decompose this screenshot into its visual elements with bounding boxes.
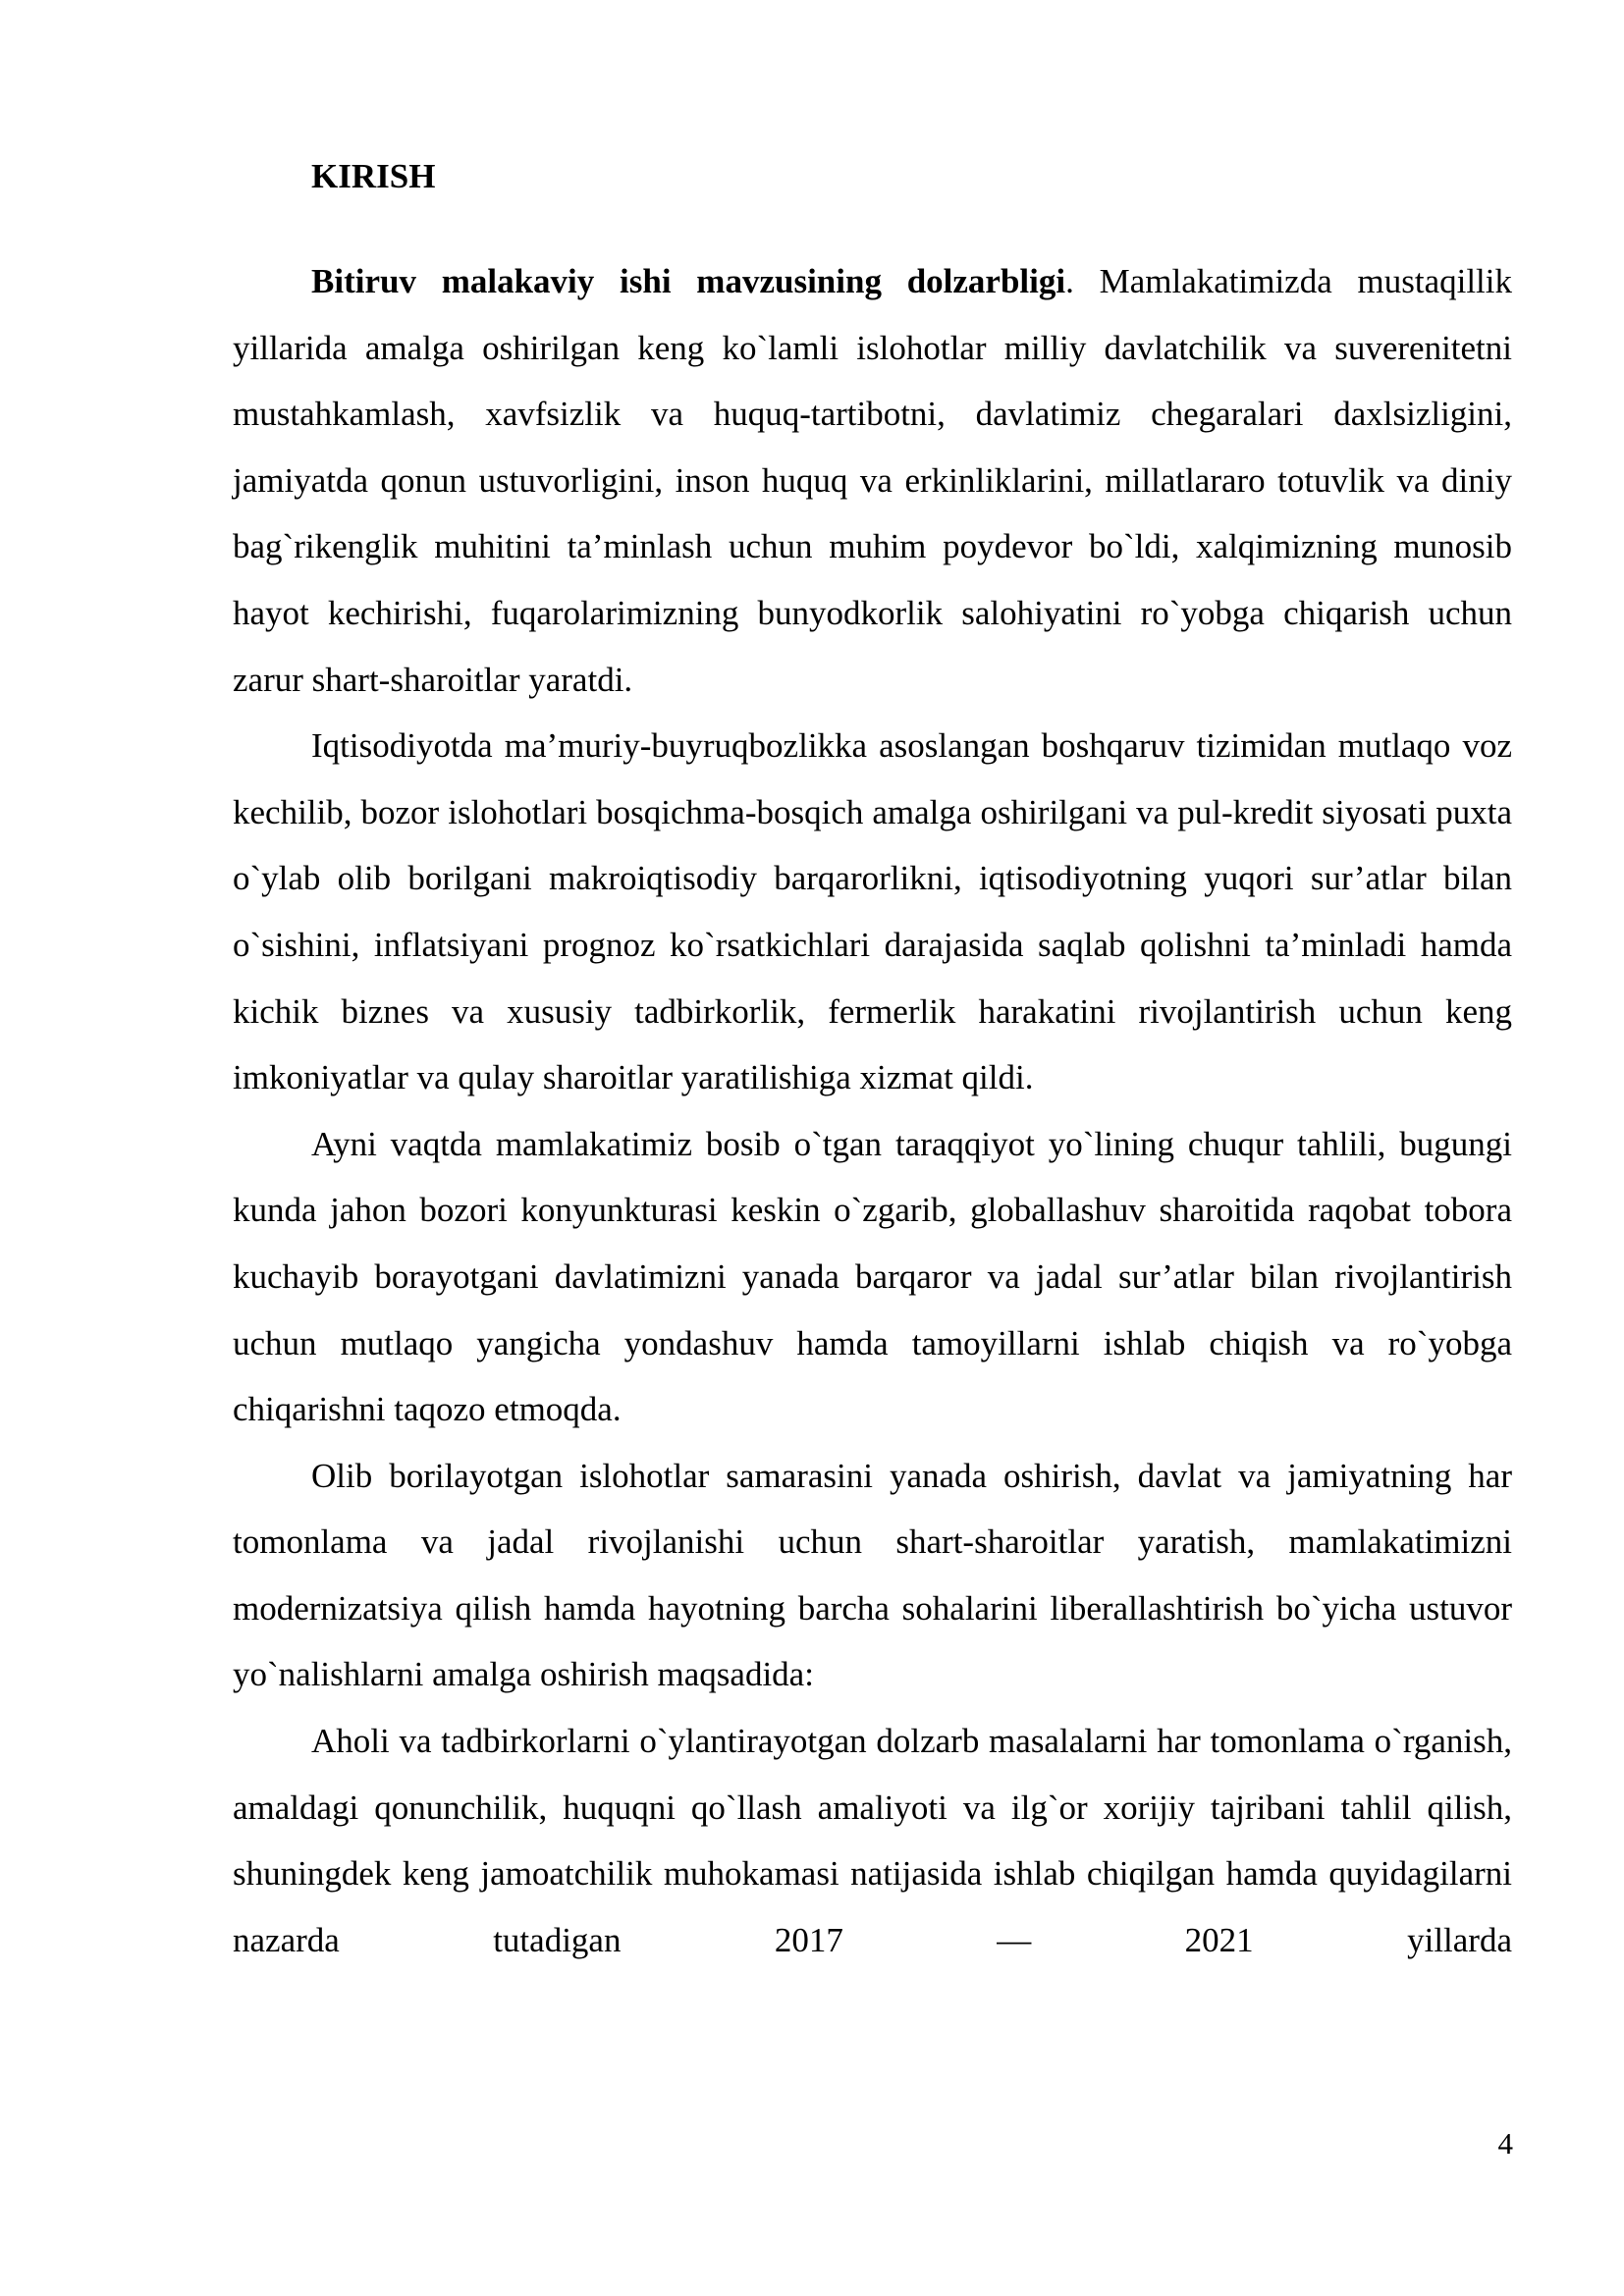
paragraph-text: Iqtisodiyotda ma’muriy-buyruqbozlikka asoslangan boshqaruv tizimidan mutlaqo voz kechilib, bozor islohotlari bosqichma-bosqich amalga oshirilgani va pul-kredit siyosati puxta o`ylab olib borilgani makroiqtisodiy barqarorlikni, iqtisodiyotning yuqori sur’atlar bilan o`sishini, inflatsiyani prognoz ko`rsatkichlari darajasida saqlab qolishni ta’minladi hamda kichik biznes va xususiy tadbirkorlik, fermerlik harakatini rivojlantirish uchun keng imkoniyatlar va qulay sharoitlar yaratilishiga xizmat qildi. — [233, 726, 1512, 1097]
section-heading: KIRISH — [311, 157, 436, 195]
paragraph-strategy — [233, 1708, 1512, 1973]
paragraph-economy — [233, 713, 1512, 1111]
paragraph-text: Ayni vaqtda mamlakatimiz bosib o`tgan taraqqiyot yo`lining chuqur tahlili, bugungi kunda jahon bozori konyunkturasi keskin o`zgarib, globallashuv sharoitida raqobat tobora kuchayib borayotgani davlatimizni yanada barqaror va jadal sur’atlar bilan rivojlantirish uchun mutlaqo yangicha yondashuv hamda tamoyillarni ishlab chiqish va ro`yobga chiqarishni taqozo etmoqda. — [233, 1124, 1512, 1429]
body-text — [233, 248, 1512, 1973]
paragraph-text: Olib borilayotgan islohotlar samarasini yanada oshirish, davlat va jamiyatning har tomonlama va jadal rivojlanishi uchun shart-sharoitlar yaratish, mamlakatimizni modernizatsiya qilish hamda hayotning barcha sohalarini liberallashtirish bo`yicha ustuvor yo`nalishlarni amalga oshirish maqsadida: — [233, 1456, 1512, 1694]
paragraph-text: . Mamlakatimizda mustaqillik yillarida amalga oshirilgan keng ko`lamli islohotlar milliy davlatchilik va suverenitetni mustahkamlash, xavfsizlik va huquq-tartibotni, davlatimiz chegaralari daxlsizligini, jamiyatda qonun ustuvorligini, inson huquq va erkinliklarini, millatlararo totuvlik va diniy bag`rikenglik muhitini ta’minlash uchun muhim poydevor bo`ldi, xalqimizning munosib hayot kechirishi, fuqarolarimizning bunyodkorlik salohiyatini ro`yobga chiqarish uchun zarur shart-sharoitlar yaratdi. — [233, 262, 1512, 699]
paragraph-reforms — [233, 1443, 1512, 1708]
paragraph-text: Aholi va tadbirkorlarni o`ylantirayotgan dolzarb masalalarni har tomonlama o`rganish, amaldagi qonunchilik, huquqni qo`llash amaliyoti va ilg`or xorijiy tajribani tahlil qilish, shuningdek keng jamoatchilik muhokamasi natijasida ishlab chiqilgan hamda quyidagilarni nazarda tutadigan 2017 — 2021 yillarda — [233, 1722, 1512, 1959]
page-number: 4 — [1497, 2126, 1513, 2161]
paragraph-relevance — [233, 248, 1512, 713]
paragraph-lead: Bitiruv malakaviy ishi mavzusining dolzarbligi — [311, 262, 1066, 300]
paragraph-development — [233, 1111, 1512, 1443]
